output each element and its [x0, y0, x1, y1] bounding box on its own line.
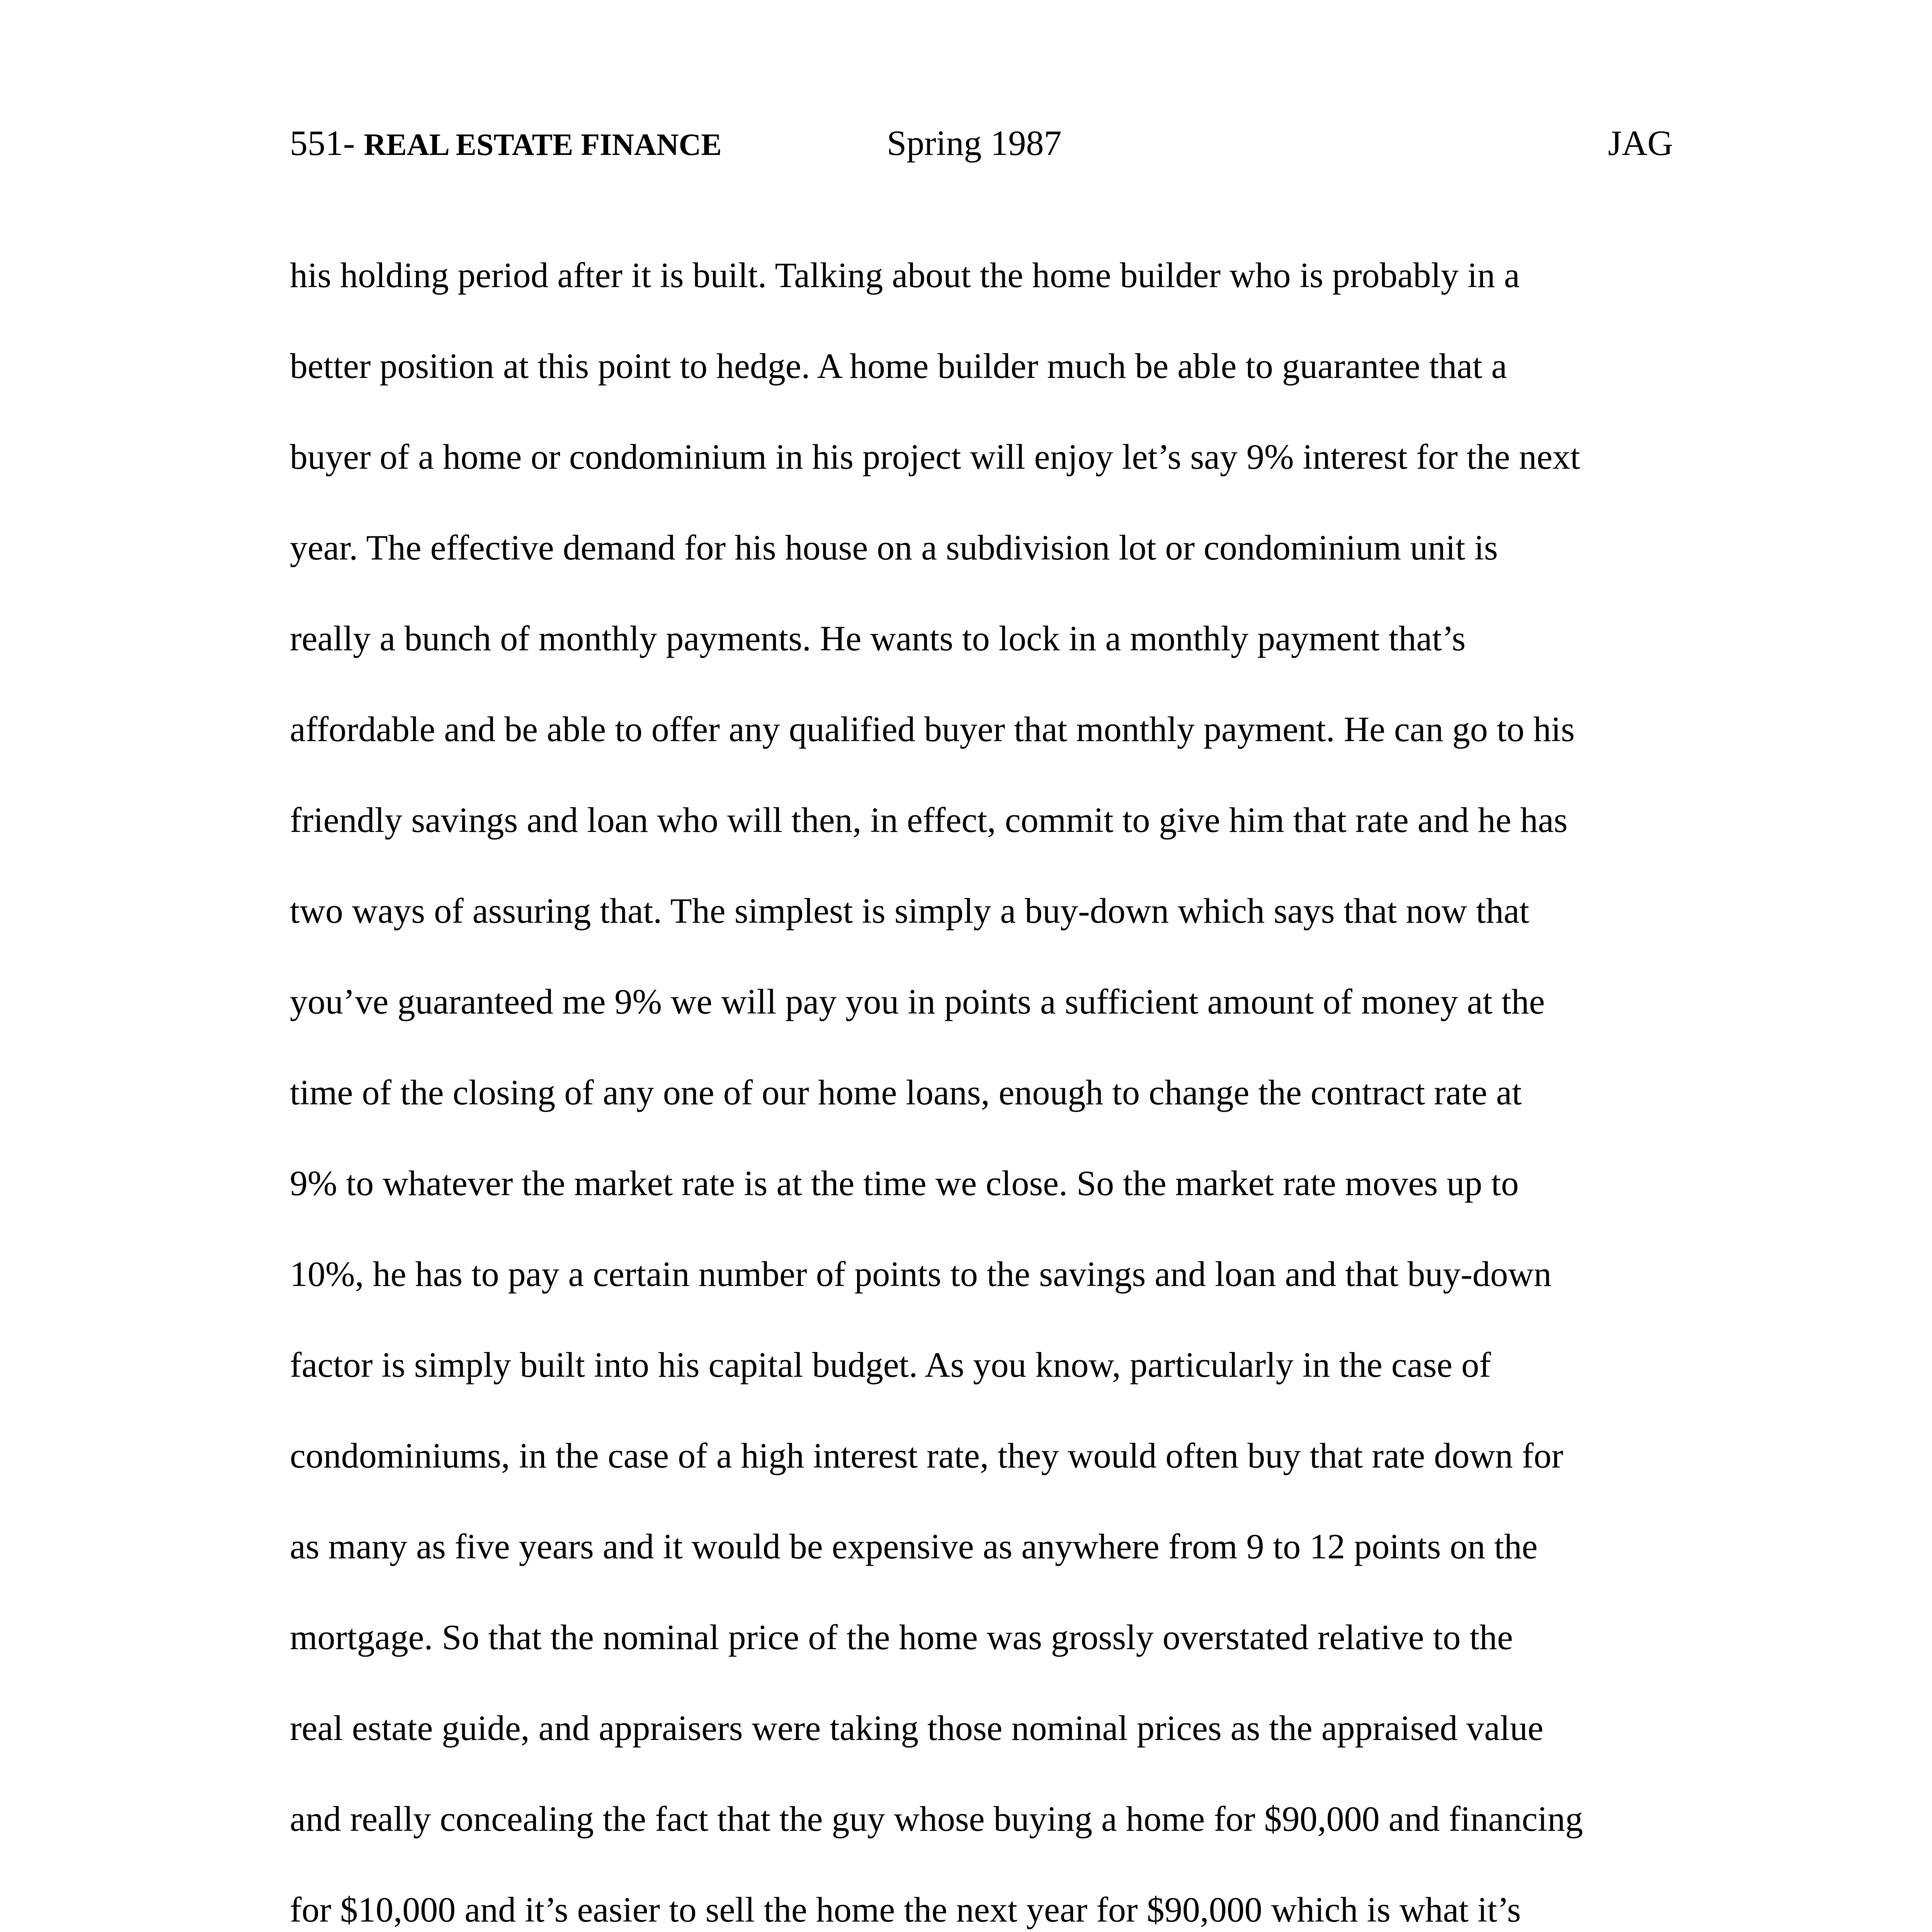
page-header: [290, 116, 1673, 170]
author-initials: JAG: [1608, 123, 1673, 163]
text-line: condominiums, in the case of a high interest rate, they would often buy that rate down for: [290, 1436, 1563, 1475]
text-line: his holding period after it is built. Talking about the home builder who is probably in a: [290, 255, 1520, 295]
course-heading: [290, 116, 722, 172]
text-line: factor is simply built into his capital budget. As you know, particularly in the case of: [290, 1345, 1491, 1384]
text-line: year. The effective demand for his house on a subdivision lot or condominium unit is: [290, 528, 1498, 567]
text-line: 9% to whatever the market rate is at the time we close. So the market rate moves up to: [290, 1163, 1519, 1203]
text-line: 10%, he has to pay a certain number of points to the savings and loan and that buy-down: [290, 1254, 1552, 1294]
transcript-body: [290, 230, 1689, 1932]
text-line: you’ve guaranteed me 9% we will pay you in points a sufficient amount of money at the: [290, 982, 1545, 1021]
text-line: friendly savings and loan who will then, in effect, commit to give him that rate and he has: [290, 800, 1568, 840]
text-line: affordable and be able to offer any qualified buyer that monthly payment. He can go to his: [290, 709, 1575, 749]
text-line: really a bunch of monthly payments. He wants to lock in a monthly payment that’s: [290, 619, 1466, 658]
text-line: two ways of assuring that. The simplest is simply a buy-down which says that now that: [290, 891, 1529, 930]
text-line: buyer of a home or condominium in his project will enjoy let’s say 9% interest for the next: [290, 437, 1580, 476]
text-line: and really concealing the fact that the guy whose buying a home for $90,000 and financing: [290, 1799, 1583, 1838]
course-title: REAL ESTATE FINANCE: [364, 128, 722, 162]
text-line: time of the closing of any one of our home loans, enough to change the contract rate at: [290, 1073, 1522, 1112]
course-term: Spring 1987: [887, 123, 1062, 163]
text-line: mortgage. So that the nominal price of the home was grossly overstated relative to the: [290, 1617, 1513, 1657]
text-line: real estate guide, and appraisers were taking those nominal prices as the appraised value: [290, 1708, 1544, 1748]
text-line: better position at this point to hedge. A home builder much be able to guarantee that a: [290, 346, 1507, 386]
text-line: as many as five years and it would be expensive as anywhere from 9 to 12 points on the: [290, 1527, 1538, 1566]
course-number: 551-: [290, 123, 355, 163]
text-line: for $10,000 and it’s easier to sell the home the next year for $90,000 which is what it’s: [290, 1890, 1521, 1929]
